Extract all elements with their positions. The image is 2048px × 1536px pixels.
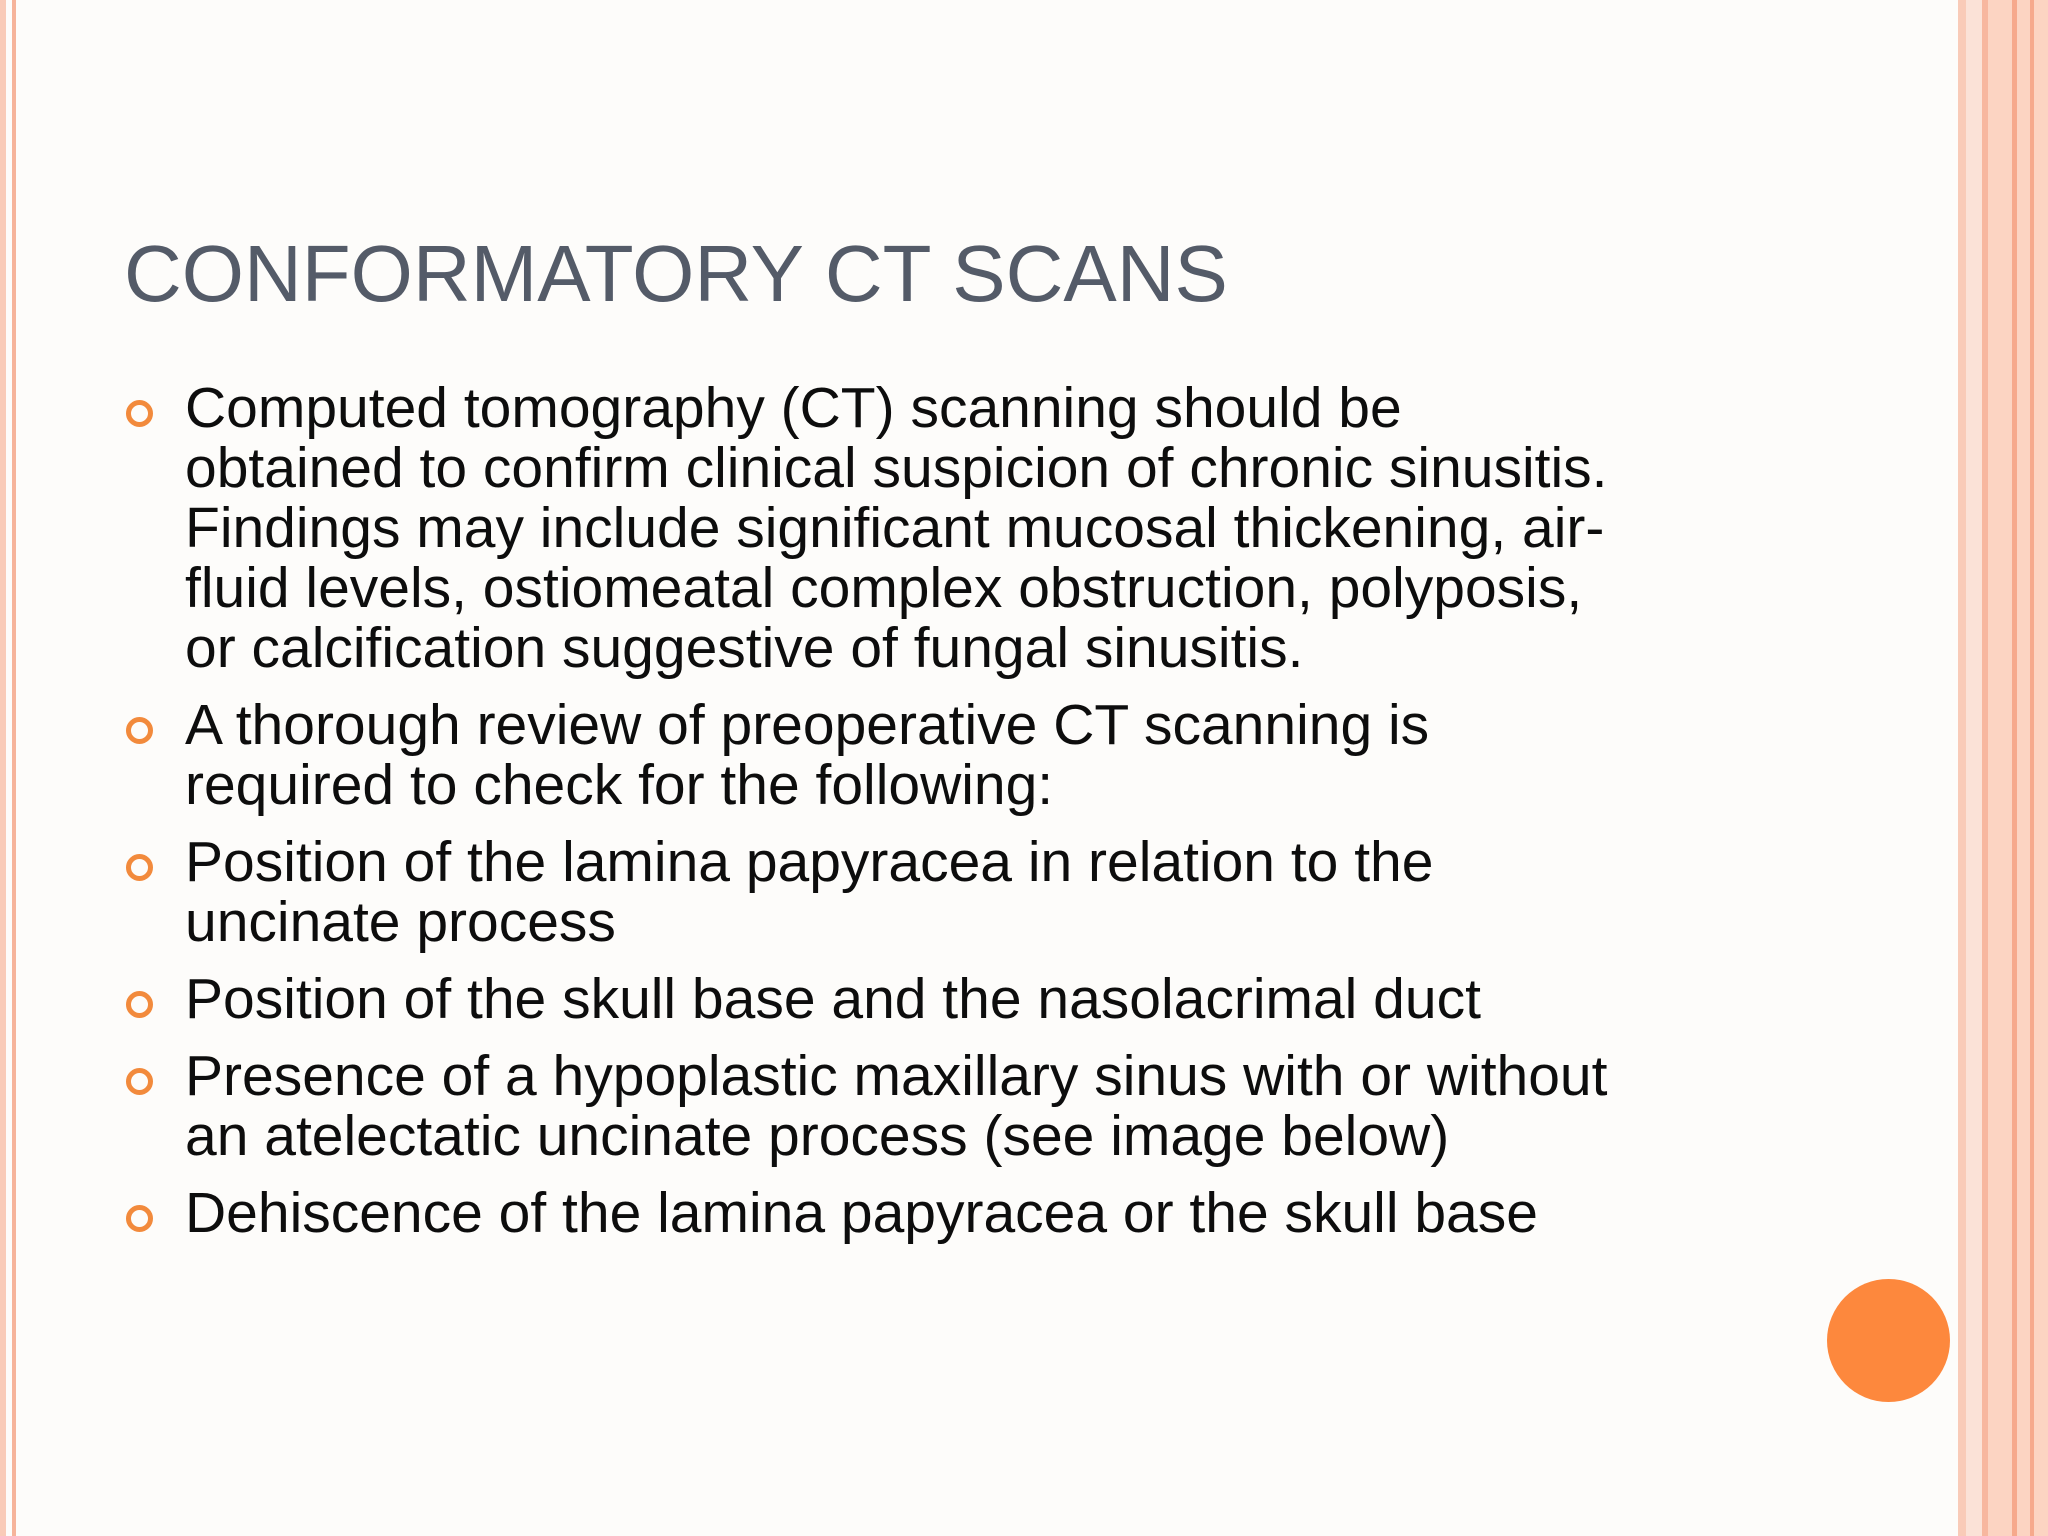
right-border-stripe-1: [1958, 0, 1966, 1536]
right-border-stripe-4: [1988, 0, 2048, 1536]
hollow-circle-bullet-icon: [126, 1068, 153, 1095]
right-border-stripe-2: [1966, 0, 1982, 1536]
bullet-list: [124, 378, 1824, 1260]
bullet-line: Position of the lamina papyracea in relation to the: [185, 830, 1434, 894]
hollow-circle-bullet-icon: [126, 991, 153, 1018]
bullet-line: or calcification suggestive of fungal sinusitis.: [185, 616, 1304, 680]
bullet-line: an atelectatic uncinate process (see image below): [185, 1104, 1450, 1168]
bullet-line: uncinate process: [185, 890, 616, 954]
bullet-item-preoperative-review: [124, 695, 1824, 815]
right-border-stripe-5: [2012, 0, 2017, 1536]
bullet-line: required to check for the following:: [185, 753, 1054, 817]
bullet-item-skull-base-position: [124, 969, 1824, 1029]
left-border-line-outer: [0, 0, 6, 1536]
bullet-item-hypoplastic-sinus: [124, 1046, 1824, 1166]
right-border-stripe-6: [2030, 0, 2034, 1536]
bullet-line: Dehiscence of the lamina papyracea or the skull base: [185, 1181, 1538, 1245]
left-border-line-inner: [12, 0, 16, 1536]
hollow-circle-bullet-icon: [126, 400, 153, 427]
hollow-circle-bullet-icon: [126, 854, 153, 881]
bullet-item-lamina-position: [124, 832, 1824, 952]
hollow-circle-bullet-icon: [126, 1205, 153, 1232]
bullet-line: Presence of a hypoplastic maxillary sinus with or without: [185, 1044, 1608, 1108]
bullet-line: obtained to confirm clinical suspicion of chronic sinusitis.: [185, 436, 1608, 500]
bullet-line: fluid levels, ostiomeatal complex obstruction, polyposis,: [185, 556, 1583, 620]
bullet-line: Computed tomography (CT) scanning should be: [185, 376, 1402, 440]
orange-circle-decoration-icon: [1827, 1279, 1950, 1402]
bullet-item-dehiscence: [124, 1183, 1824, 1243]
bullet-line: Findings may include significant mucosal thickening, air-: [185, 496, 1605, 560]
hollow-circle-bullet-icon: [126, 717, 153, 744]
bullet-line: A thorough review of preoperative CT scanning is: [185, 693, 1430, 757]
slide-title: CONFORMATORY CT SCANS: [124, 229, 1228, 318]
bullet-item-ct-findings: [124, 378, 1824, 678]
bullet-line: Position of the skull base and the nasolacrimal duct: [185, 967, 1481, 1031]
